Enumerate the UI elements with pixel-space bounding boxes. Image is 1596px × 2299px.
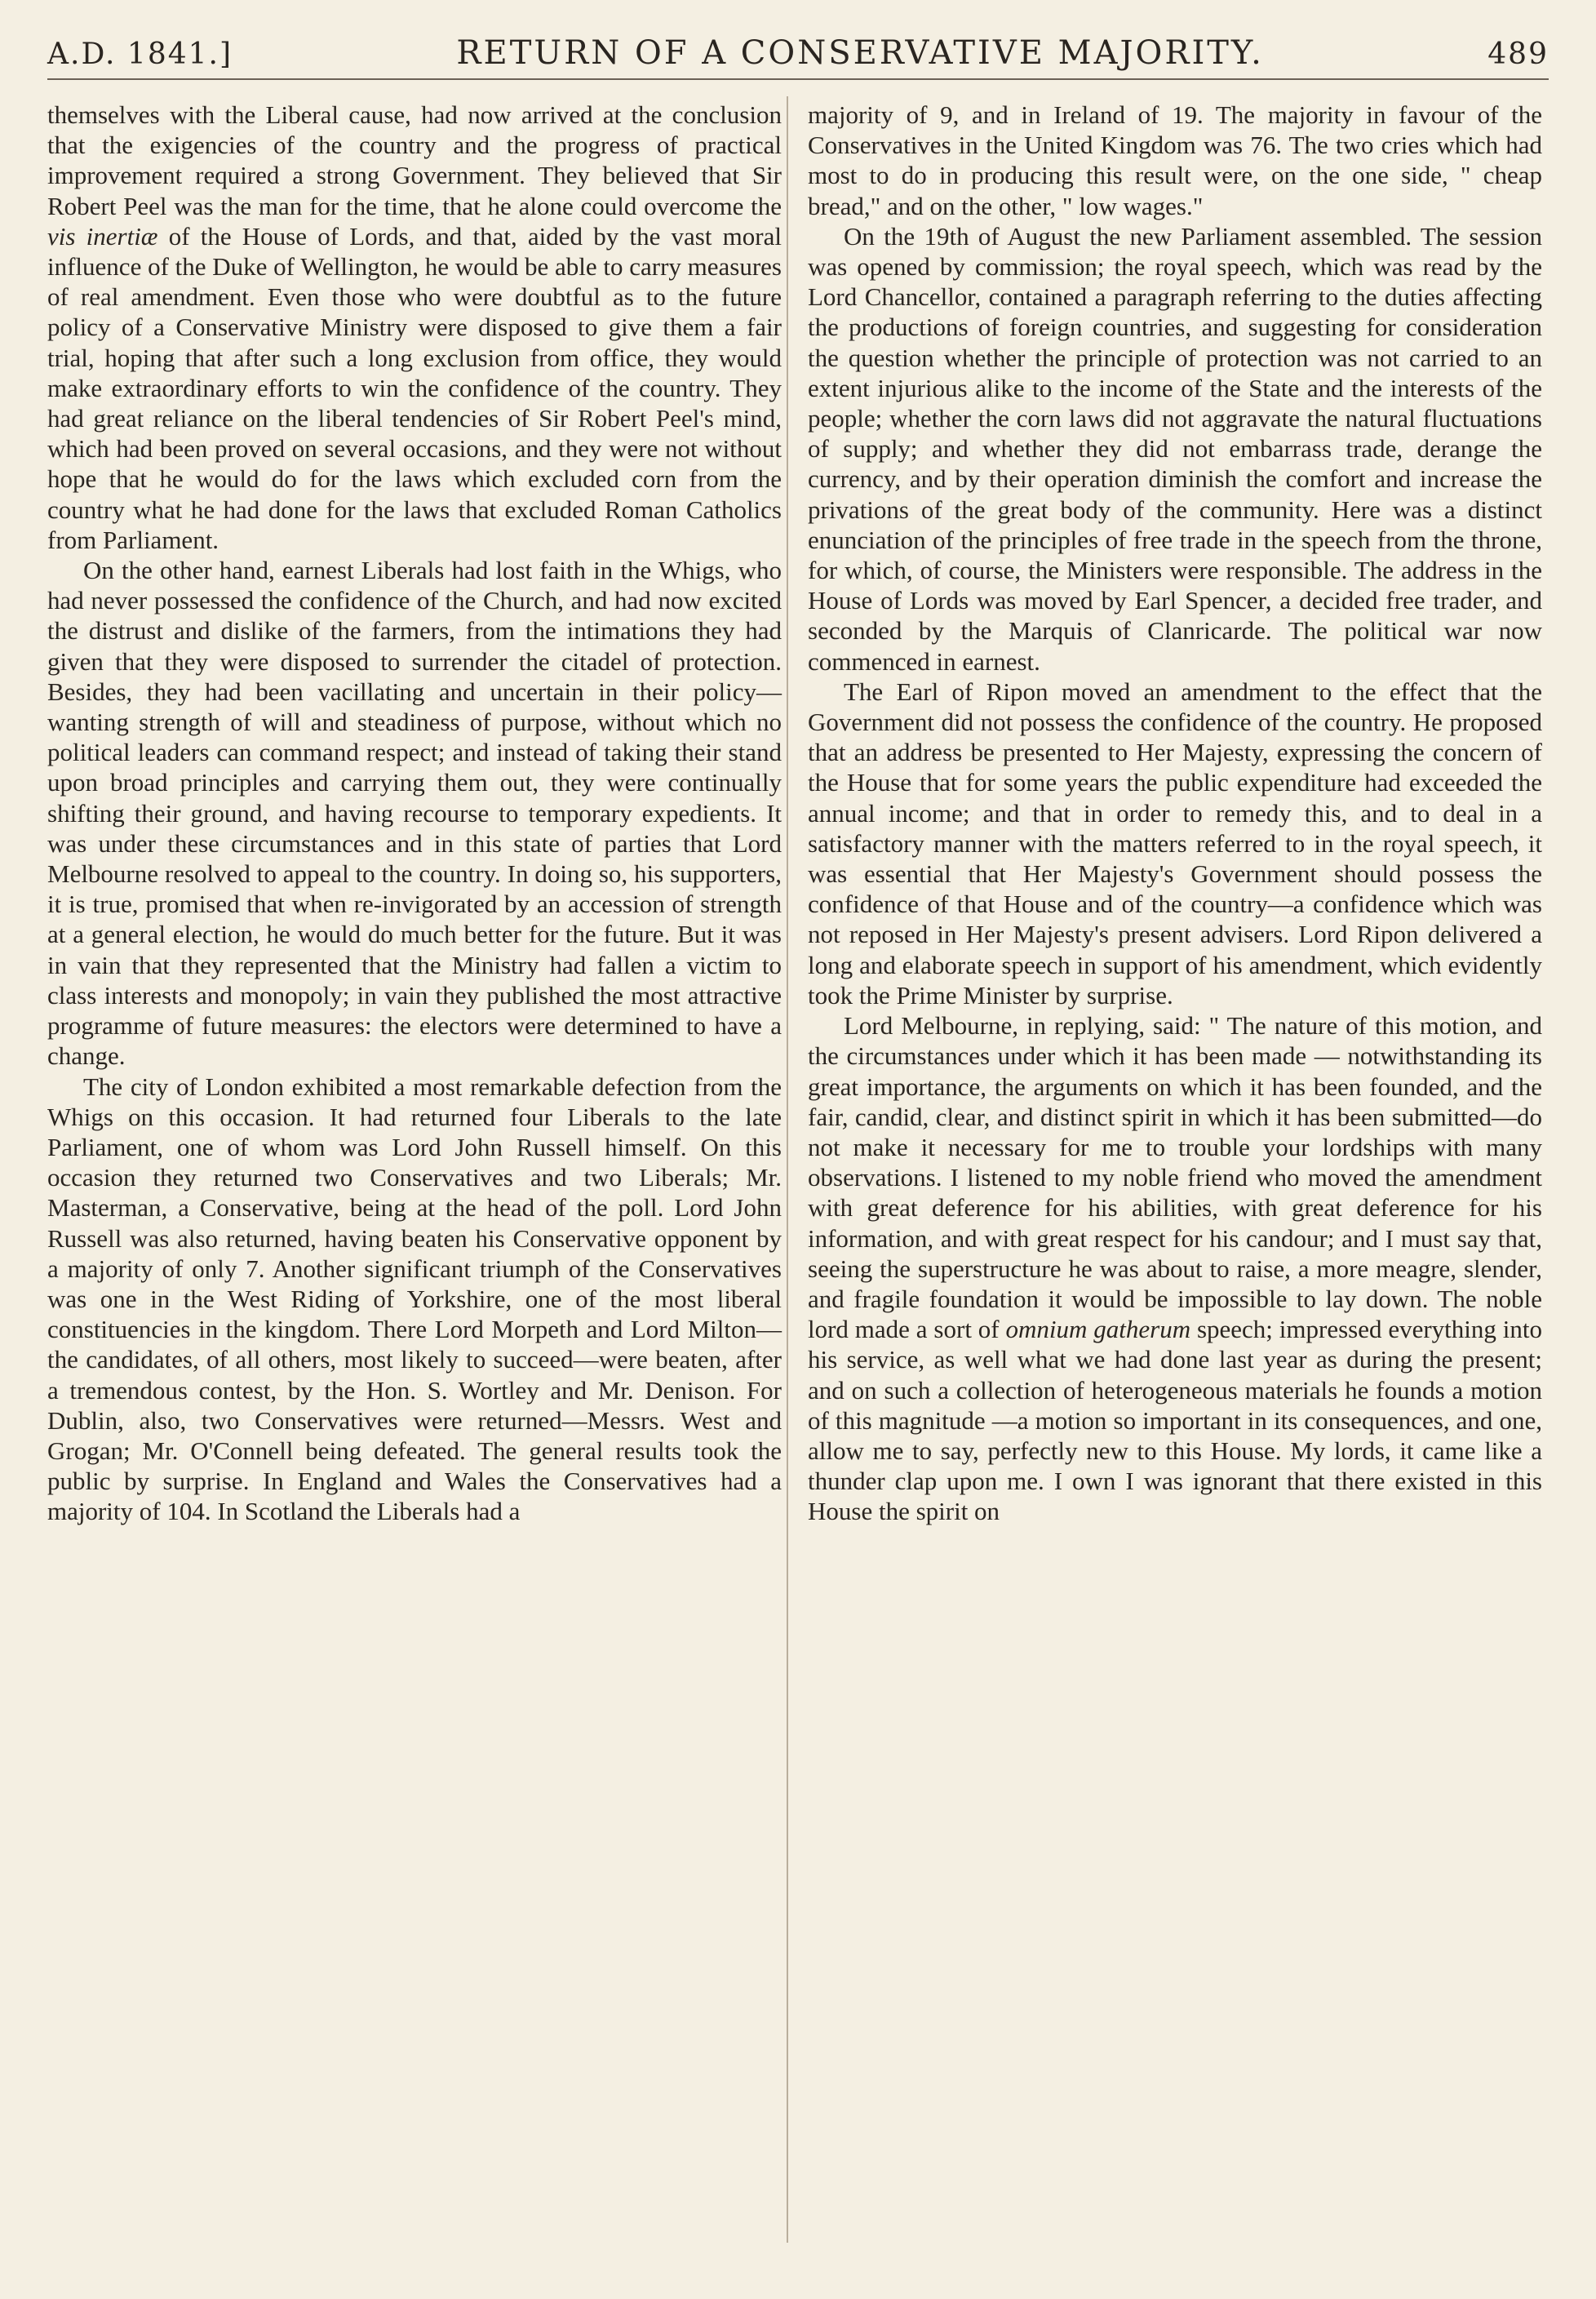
header-date: A.D. 1841.] [47, 38, 233, 71]
running-header [47, 34, 1549, 75]
paragraph: The city of London exhibited a most remarkable defection from the Whigs on this occasion. It had returned four Liberals to the late Parliament, one of whom was Lord John Russell himself. On this occasion they returned two Conservatives and two Liberals; Mr. Masterman, a Conservative, being at the head of the poll. Lord John Russell was also returned, having beaten his Conservative opponent by a majority of only 7. Another significant triumph of the Conservatives was one in the West Riding of Yorkshire, one of the most liberal constituencies in the kingdom. There Lord Morpeth and Lord Milton—the candidates, of all others, most likely to succeed—were beaten, after a tremendous contest, by the Hon. S. Wortley and Mr. Denison. For Dublin, also, two Conservatives were returned—Messrs. West and Grogan; Mr. O'Connell being defeated. The general results took the public by surprise. In England and Wales the Conservatives had a majority of 104. In Scotland the Liberals had a [47, 1072, 782, 1526]
paragraph: On the other hand, earnest Liberals had lost faith in the Whigs, who had never possessed the confidence of the Church, and had now excited the distrust and dislike of the farmers, from the intimations they had given that they were disposed to surrender the citadel of protection. Besides, they had been vacillating and uncertain in their policy—wanting strength of will and steadiness of purpose, without which no political leaders can command respect; and instead of taking their stand upon broad principles and carrying them out, they were continually shifting their ground, and having recourse to temporary expedients. It was under these circumstances and in this state of parties that Lord Melbourne resolved to appeal to the country. In doing so, his supporters, it is true, promised that when re-invigorated by an accession of strength at a general election, he would do much better for the future. But it was in vain that they represented that the Ministry had fallen a victim to class interests and monopoly; in vain they published the most attractive programme of future measures: the electors were determined to have a change. [47, 556, 782, 1071]
paragraph: themselves with the Liberal cause, had now arrived at the conclusion that the exigencies of the country and the progress of practical improvement required a strong Government. They believed that Sir Robert Peel was the man for the time, that he alone could overcome the vis inertiæ of the House of Lords, and that, aided by the vast moral influence of the Duke of Wellington, he would be able to carry measures of real amendment. Even those who were doubtful as to the future policy of a Conservative Ministry were disposed to give them a fair trial, hoping that after such a long exclusion from office, they would make extraordinary efforts to win the confidence of the country. They had great reliance on the liberal tendencies of Sir Robert Peel's mind, which had been proved on several occasions, and they were not without hope that he would do for the laws which excluded corn from the country what he had done for the laws that excluded Roman Catholics from Parliament. [47, 100, 782, 554]
header-title: RETURN OF A CONSERVATIVE MAJORITY. [456, 34, 1264, 72]
paragraph: majority of 9, and in Ireland of 19. The majority in favour of the Conservatives in the United Kingdom was 76. The two cries which had most to do in producing this result were, on the one side, " cheap bread," and on the other, " low wages." [808, 100, 1542, 220]
page-number: 489 [1487, 38, 1549, 71]
column-divider [787, 96, 788, 2243]
left-column [47, 100, 782, 1527]
paragraph: The Earl of Ripon moved an amendment to the effect that the Government did not possess the confidence of the country. He proposed that an address be presented to Her Majesty, expressing the concern of the House that for some years the public expenditure had exceeded the annual income; and that in order to remedy this, and to deal in a satisfactory manner with the matters referred to in the royal speech, it was essential that Her Majesty's Government should possess the confidence of that House and of the country—a confidence which was not reposed in Her Majesty's present advisers. Lord Ripon delivered a long and elaborate speech in support of his amendment, which evidently took the Prime Minister by surprise. [808, 677, 1542, 1010]
paragraph: On the 19th of August the new Parliament assembled. The session was opened by commission; the royal speech, which was read by the Lord Chancellor, contained a paragraph referring to the duties affecting the productions of foreign countries, and suggesting for consideration the question whether the principle of protection was not carried to an extent injurious alike to the income of the State and the interests of the people; whether the corn laws did not aggravate the natural fluctuations of supply; and whether they did not embarrass trade, derange the currency, and by their operation diminish the comfort and increase the privations of the great body of the community. Here was a distinct enunciation of the principles of free trade in the speech from the throne, for which, of course, the Ministers were responsible. The address in the House of Lords was moved by Earl Spencer, a decided free trader, and seconded by the Marquis of Clanricarde. The political war now commenced in earnest. [808, 221, 1542, 676]
paragraph: Lord Melbourne, in replying, said: " The nature of this motion, and the circumstances under which it has been made — notwithstanding its great importance, the arguments on which it has been founded, and the fair, candid, clear, and distinct spirit in which it has been submitted—do not make it necessary for me to trouble your lordships with many observations. I listened to my noble friend who moved the amendment with great deference for his abilities, with great deference for his information, and with great respect for his candour; and I must say that, seeing the superstructure he was about to raise, a more meagre, slender, and fragile foundation it would be impossible to lay down. The noble lord made a sort of omnium gatherum speech; impressed everything into his service, as well what we had done last year as during the present; and on such a collection of heterogeneous materials he founds a motion of this magnitude —a motion so important in its consequences, and one, allow me to say, perfectly new to this House. My lords, it came like a thunder clap upon me. I own I was ignorant that there existed in this House the spirit on [808, 1011, 1542, 1526]
right-column [808, 100, 1542, 1527]
header-rule [47, 78, 1549, 80]
